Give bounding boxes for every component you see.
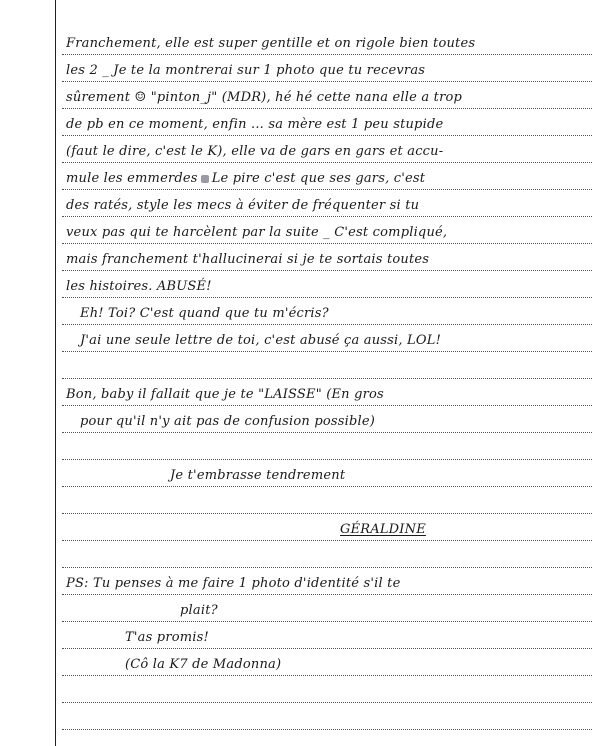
ruled-line <box>62 513 592 514</box>
postscript-line: plait? <box>180 603 218 618</box>
ruled-line <box>62 243 592 244</box>
ruled-line <box>62 351 592 352</box>
letter-line: Bon, baby il fallait que je te "LAISSE" (En gros <box>66 387 384 402</box>
ruled-line <box>62 567 592 568</box>
ruled-line <box>62 324 592 325</box>
ruled-line <box>62 729 592 730</box>
ruled-line <box>62 108 592 109</box>
closing-line: Je t'embrasse tendrement <box>170 468 346 483</box>
letter-line: Eh! Toi? C'est quand que tu m'écris? <box>80 306 329 321</box>
ruled-line <box>62 675 592 676</box>
ruled-line <box>62 432 592 433</box>
letter-line: pour qu'il n'y ait pas de confusion possible) <box>80 414 376 429</box>
ruled-line <box>62 459 592 460</box>
letter-line: les 2 _ Je te la montrerai sur 1 photo que tu recevras <box>66 63 426 78</box>
letter-line: les histoires. ABUSÉ! <box>66 279 212 294</box>
ruled-line <box>62 540 592 541</box>
letter-line: Franchement, elle est super gentille et on rigole bien toutes <box>66 36 476 51</box>
letter-line-part: Le pire c'est que ses gars, c'est <box>211 171 426 186</box>
ruled-line <box>62 189 592 190</box>
ruled-line <box>62 405 592 406</box>
ink-blot <box>201 175 209 183</box>
letter-line: de pb en ce moment, enfin ... sa mère est 1 peu stupide <box>66 117 444 132</box>
letter-line: mais franchement t'hallucinerai si je te sortais toutes <box>66 252 430 267</box>
ruled-line <box>62 486 592 487</box>
letter-line: des ratés, style les mecs à éviter de fréquenter si tu <box>66 198 420 213</box>
letter-line: J'ai une seule lettre de toi, c'est abusé ça aussi, LOL! <box>80 333 441 348</box>
ruled-line <box>62 594 592 595</box>
ruled-line <box>62 702 592 703</box>
ruled-line <box>62 54 592 55</box>
ruled-line <box>62 297 592 298</box>
signature: GÉRALDINE <box>340 522 426 537</box>
postscript-line: T'as promis! <box>125 630 209 645</box>
ruled-line <box>62 270 592 271</box>
ruled-line <box>62 378 592 379</box>
ruled-line <box>62 648 592 649</box>
ruled-line <box>62 621 592 622</box>
letter-line: veux pas qui te harcèlent par la suite _ C'est compliqué, <box>66 225 448 240</box>
letter-line: (faut le dire, c'est le K), elle va de gars en gars et accu- <box>66 144 444 159</box>
letter-line: sûrement ☺ "pinton_j" (MDR), hé hé cette nana elle a trop <box>66 90 463 105</box>
postscript-line: (Cô la K7 de Madonna) <box>125 657 282 672</box>
ruled-line <box>62 216 592 217</box>
letter-line-part: mule les emmerdes <box>66 171 198 186</box>
ruled-line <box>62 135 592 136</box>
ruled-line <box>62 81 592 82</box>
ruled-line <box>62 162 592 163</box>
letter-line <box>66 171 594 186</box>
postscript-line: PS: Tu penses à me faire 1 photo d'identité s'il te <box>66 576 401 591</box>
margin-line <box>55 0 56 746</box>
